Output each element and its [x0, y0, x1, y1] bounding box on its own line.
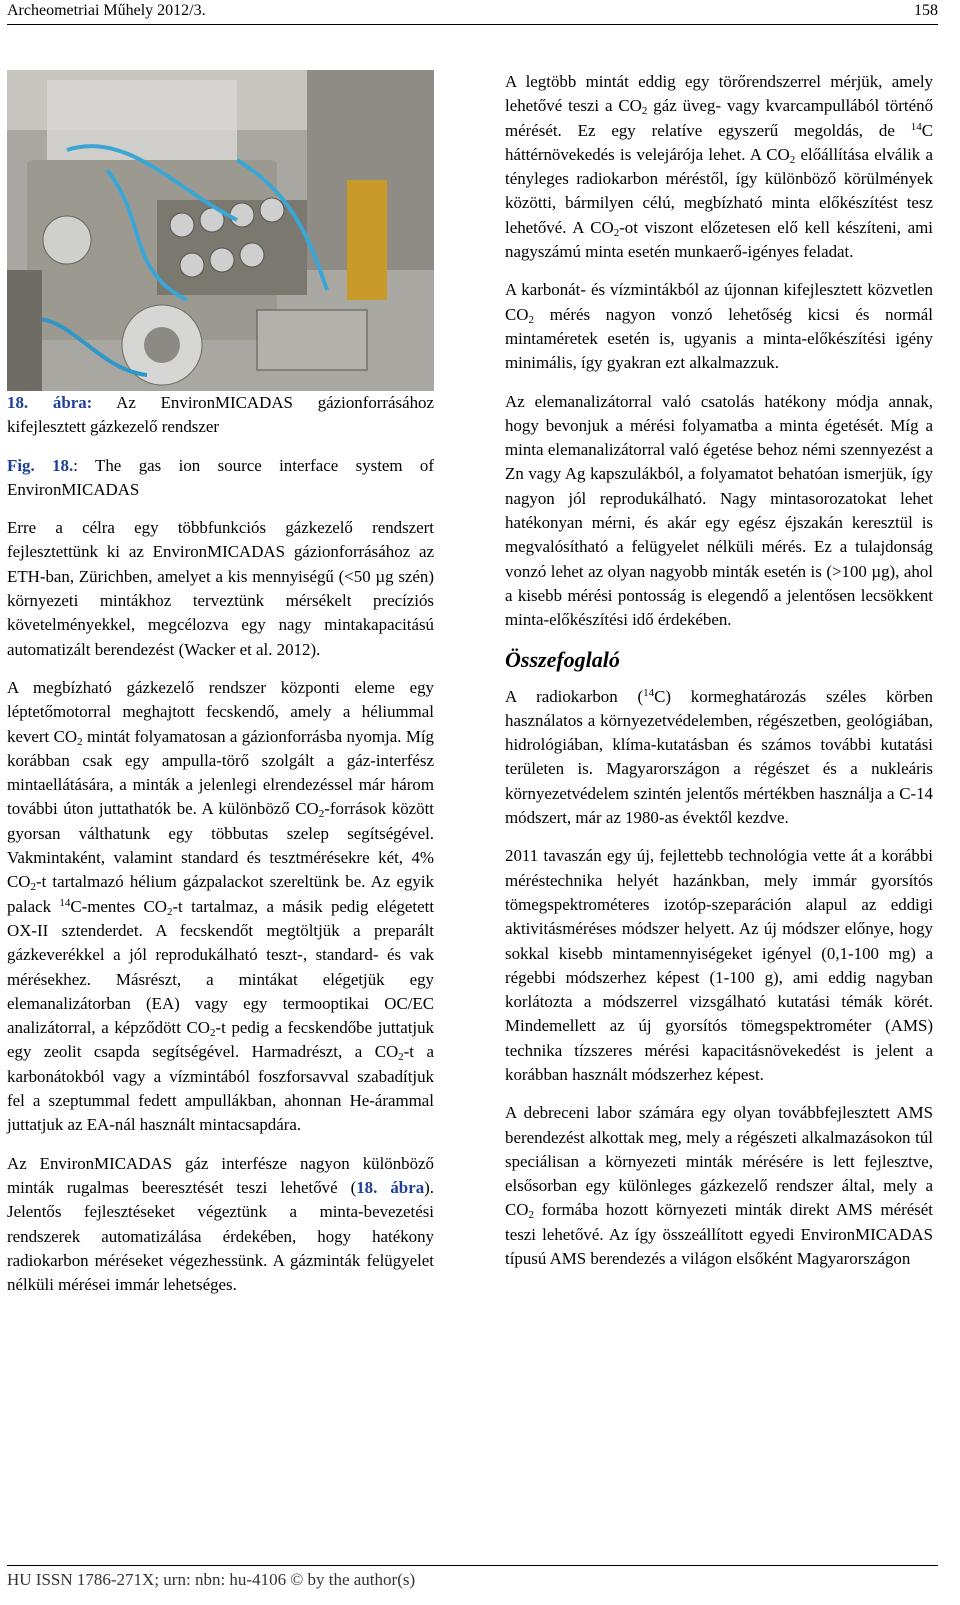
figure-label-en: Fig. 18. [7, 455, 74, 475]
page-footer: HU ISSN 1786-271X; urn: nbn: hu-4106 © by the author(s) [7, 1570, 416, 1589]
right-column [505, 70, 933, 1285]
left-paragraph-3: Az EnvironMICADAS gáz interfésze nagyon különböző minták rugalmas beeresztését teszi lehetővé (18. ábra). Jelentős fejlesztéseket végeztünk a minta-bevezetési rendszerek automatizálása érdekében, hogy hatékony radiokarbon méréseket végezhessünk. A gázminták felügyelet nélküli mérései immár lehetséges. [7, 1153, 434, 1295]
right-paragraph-1: A legtöbb mintát eddig egy törőrendszerrel mérjük, amely lehetővé teszi a $CO_2$ gáz üveg- vagy kvarcampullából történő mérését. Ez egy relatíve egyszerű megoldás, de $^{14}$C háttérnövekedés is velejárója lehet. A $CO_2$ előállítása elválik a tényleges radiokarbon méréstől, így különböző körülmények közötti, bármilyen célú, megbízható minta előkészítést tesz lehetővé. A $CO_2-ot$ viszont előzetesen elő kell készíteni, ami nagyszámú minta esetén munkaerő-igényes feladat. [505, 72, 934, 262]
right-paragraph-3: Az elemanalizátorral való csatolás hatékony módja annak, hogy bevonjuk a mérési folyamatba a minta égetését. Míg a minta elemanalizátorral való égetése behoz némi szennyezést a Zn vagy Ag kapszulákból, a folyamatot behatóan ismerjük, így nagyon jól reprodukálható. Nagy mintasorozatokat lehet hatékonyan mérni, és akár egy egész éjszakán keresztül is megvalósítható a felügyelet nélküli mérés. Ez a tulajdonság vonzó lehet az olyan nagyobb minták esetén is (>100 µg), ahol a kisebb mérési pontosság is elegendő a jelentősen lecsökkent minta-előkészítési idő érdekében. [505, 391, 933, 630]
right-paragraph-4: A radiokarbon ($^{14}$C) kormeghatározás széles körben használatos a környezetvédelemben, régészetben, geológiában, hidrológiában, klíma-kutatásban és számos további kutatási területen is. Magyarországon a régészet és a nukleáris környezetvédelem szintén jelentős mértékben használja a C-14 módszert, már az 1980-as évektől kezdve. [505, 686, 933, 828]
figure-label-hu: 18. ábra: [7, 393, 93, 412]
right-paragraph-5: 2011 tavaszán egy új, fejlettebb technológia vette át a korábbi méréstechnika helyét hazánkban, mely immár gyorsítós tömegspektrométeres izotóp-szeparáción alapul az eddigi aktivitásméréses módszer helyett. Az új módszer előnye, hogy sokkal kisebb mintamennyiségeket igényel (0,1-100 mg) a régebbi módszerhez képest (1-100 g), ami eddig nagyban korlátozta a módszerrel vizsgálható kutatási témák körét. Mindemellett az új gyorsítós tömegspektrométer (AMS) technika tízszeres mérési kapacitásnövekedést is jelent a korábban használt módszerhez képest. [505, 846, 933, 1084]
figure-reference-link[interactable]: 18. ábra [356, 1177, 425, 1197]
header-rule [7, 24, 938, 25]
left-paragraph-1: Erre a célra egy többfunkciós gázkezelő rendszert fejlesztettünk ki az EnvironMICADAS gázionforrásához az ETH-ban, Zürichben, amelyet a kis mennyiségű (<50 µg szén) környezeti mintákhoz terveztünk mérsékelt precíziós követelményekkel, megcélozva egy nagy mintakapacitású automatizált berendezést (Wacker et al. 2012). [7, 518, 434, 659]
page-number: 158 [914, 2, 938, 19]
figure-photo [7, 70, 434, 391]
left-paragraph-2: A megbízható gázkezelő rendszer központi eleme egy léptetőmotorral meghajtott fecskendő, amely a héliummal kevert $CO_2$ mintát folyamatosan a gázionforrásba nyomja. Míg korábban csak egy ampulla-törő szolgált a gáz-interfész mintaellátására, a minták a jelenlegi elrendezéssel már három további úton juttathatók be. A különböző $CO_2$-források között gyorsan válthatunk egy többutas szelep segítségével. Vakmintaként, valamint standard és tesztmérésekre két, 4% $CO_2-t$ tartalmazó hélium gázpalackot szereltünk be. Az egyik palack $^{14}$C-mentes $CO_2-t$ tartalmaz, a másik pedig elégetett OX-II sztenderdet. A fecskendőt megtöltjük a preparált gázkeverékkel a jól reprodukálható teszt-, standard- és vak mérésekhez. Másrészt, a mintákat elégetjük egy elemanalizátorban (EA) vagy egy termooptikai OC/EC analizátorral, a képződött $CO_2-t$ pedig a fecskendőbe juttatjuk egy zeolit csapda segítségével. Harmadrészt, a $CO_2-t$ a karbonátokból vagy a vízmintából foszforsavval szabadítjuk fel a szeptummal fedett ampullákban, ahonnan He-árammal juttatjuk az EA-nál használt mintacsapdára. [7, 677, 435, 1135]
gas-handling-system-photo [7, 70, 434, 391]
journal-title: Archeometriai Műhely 2012/3. [7, 2, 206, 19]
page-header [7, 0, 938, 24]
right-paragraph-6: A debreceni labor számára egy olyan továbbfejlesztett AMS berendezést alkottak meg, mely a régészeti alkalmazásokon túl speciálisan a környezeti minták mérésére is lett fejlesztve, elsősorban egy különleges gázkezelő rendszer által, mely a $CO_2$ formába hozott környezeti minták direkt AMS mérését teszi lehetővé. Az így összeállított egyedi EnvironMICADAS típusú AMS berendezés a világon elsőként Magyarországon [505, 1103, 933, 1269]
section-heading-summary: Összefoglaló [505, 646, 620, 672]
right-paragraph-2: A karbonát- és vízmintákból az újonnan kifejlesztett közvetlen $CO_2$ mérés nagyon vonzó lehetőség kicsi és normál mintaméretek esetén is, ugyanis a minta-előkészítési igény minimális, így gyakran ezt alkalmazzuk. [505, 280, 933, 373]
figure-caption-hu: 18. ábra: Az EnvironMICADAS gázionforrásához kifejlesztett gázkezelő rendszer [7, 393, 434, 437]
figure-caption-en: Fig. 18.: The gas ion source interface system of EnvironMICADAS [7, 455, 435, 499]
left-column [7, 70, 434, 1311]
footer-rule [7, 1565, 938, 1566]
